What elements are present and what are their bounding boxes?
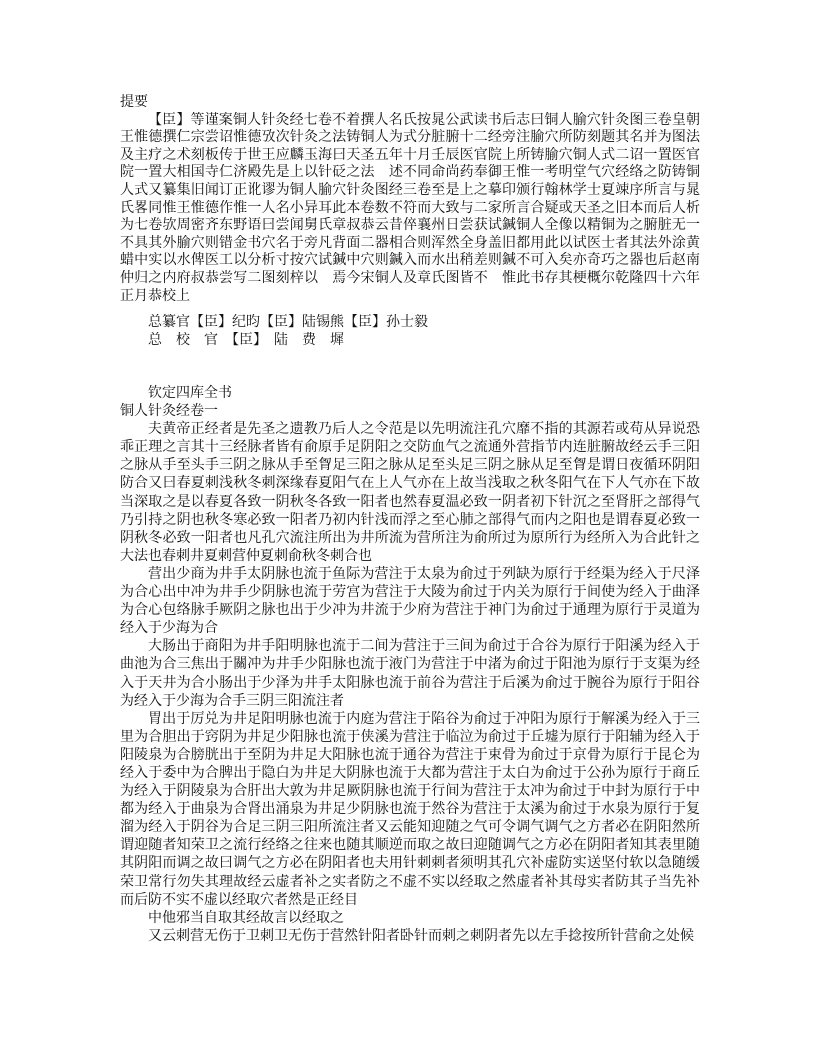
preface-title: 提要 — [120, 94, 148, 110]
text-line: 院一置大相国寺仁济殿先是上以针砭之法 述不同命尚药奉御王惟一考明堂气穴经络之防铸铜 — [120, 164, 700, 181]
paragraph — [120, 420, 700, 565]
text-line: 王惟德撰仁宗尝诏惟德攷次针灸之法铸铜人为式分脏腑十二经旁注腧穴所防刻题其名并为图法 — [120, 129, 700, 146]
text-line: 氏畧同惟王惟德作惟一人名小异耳此本卷数不符而大致与二家所言合疑或天圣之旧本而后人析 — [120, 199, 700, 216]
text-line: 仲归之内府叔恭尝写二图刻梓以 焉今宋铜人及章氏图皆不 惟此书存其梗概尔乾隆四十六年 — [120, 269, 700, 286]
series-title: 钦定四库全书 — [148, 385, 232, 401]
text-line: 又云刺营无伤于卫刺卫无伤于营然针阳者卧针而刺之刺阴者先以左手捻按所针营俞之处候 — [148, 927, 694, 944]
text-line: 阴秋冬必致一阳者也凡孔穴流注所出为井所流为营所注为俞所过为原所行为经所入为合此针之 — [120, 529, 700, 546]
credits-section — [120, 314, 700, 349]
text-line: 及主疗之术刻板传于世王应麟玉海曰天圣五年十月壬辰医官院上所铸腧穴铜人式二诏一置医官 — [120, 146, 700, 163]
credit-line-proofreader: 总 校 官 【臣】 陆 费 墀 — [148, 331, 344, 348]
text-line: 里为合胆出于窍阴为井足少阳脉也流于侠溪为营注于临泣为俞过于丘墟为原行于阳辅为经入于 — [120, 728, 700, 745]
text-line: 曲池为合三焦出于關冲为井手少阳脉也流于液门为营注于中渚为俞过于阳池为原行于支渠为经 — [120, 656, 700, 673]
text-line: 之脉从手至头手三阴之脉从手至胷足三阳之脉从足至头足三阴之脉从足至胷是谓日夜循环阴阳 — [120, 457, 700, 474]
chapter-title: 铜人针灸经卷一 — [120, 403, 218, 420]
text-line: 胃出于厉兑为井足阳明脉也流于内庭为营注于陷谷为俞过于冲阳为原行于解溪为经入于三 — [148, 710, 700, 727]
text-line: 蜡中实以水俾医工以分析寸按穴试鍼中穴则鍼入而水出稍差则鍼不可入矣亦奇巧之器也后赵南 — [120, 252, 700, 269]
text-line: 都为经入于曲泉为合肾出涌泉为井足少阴脉也流于然谷为营注于太溪为俞过于水泉为原行于复 — [120, 801, 700, 818]
text-line: 夫黄帝正经者是先圣之遗教乃后人之令范是以先明流注孔穴靡不指的其源若或苟从异说恐 — [148, 421, 700, 438]
text-line: 溜为经入于阴谷为合足三阴三阳所流注者又云能知迎随之气可令调气调气之方者必在阴阳然所 — [120, 819, 700, 836]
preface-section — [120, 94, 700, 305]
text-line: 中他邪当自取其经故言以经取之 — [148, 909, 344, 926]
text-line: 人式又纂集旧闻订正讹谬为铜人腧穴针灸图经三卷至是上之摹印颁行翰林学士夏竦序所言与晁 — [120, 181, 700, 198]
text-line: 乖正理之言其十三经脉者皆有俞原手足阴阳之交防血气之流通外营指节内连脏腑故经云手三阳 — [120, 439, 700, 456]
text-line: 经入于少海为合 — [120, 620, 218, 637]
paragraph — [120, 565, 700, 637]
text-line: 正月恭校上 — [120, 287, 190, 304]
text-line: 阳陵泉为合膀胱出于至阴为井足大阳脉也流于通谷为营注于束骨为俞过于京骨为原行于昆仑为 — [120, 746, 700, 763]
preface-paragraph — [120, 112, 700, 306]
text-line: 防合又曰春夏刺浅秋冬刺深缘春夏阳气在上人气亦在上故当浅取之秋冬阳气在下人气亦在下故 — [120, 475, 700, 492]
paragraph — [120, 710, 700, 909]
text-line: 【臣】等谨案铜人针灸经七卷不着撰人名氏按晁公武读书后志曰铜人腧穴针灸图三卷皇朝 — [148, 111, 700, 128]
text-line: 经入于委中为合脾出于隐白为井足大阴脉也流于大都为营注于太白为俞过于公孙为原行于商丘 — [120, 764, 700, 781]
text-line: 荣卫常行勿失其理故经云虚者补之实者防之不虚不实以经取之然虚者补其母实者防其子当先补 — [120, 873, 700, 890]
text-line: 为经入于少海为合手三阴三阳流注者 — [120, 692, 344, 709]
volume-section — [120, 384, 700, 945]
paragraph — [120, 909, 700, 927]
text-line: 为合心包络脉手厥阴之脉也出于少冲为井流于少府为营注于神门为俞过于通理为原行于灵道为 — [120, 602, 700, 619]
text-line: 入于天井为合小肠出于少泽为井手太阳脉也流于前谷为营注于后溪为俞过于腕谷为原行于阳谷 — [120, 674, 700, 691]
text-line: 大肠出于商阳为井手阳明脉也流于二间为营注于三间为俞过于合谷为原行于阳溪为经入于 — [148, 638, 700, 655]
text-line: 乃引持之阴也秋冬寒必致一阳者乃初内针浅而浮之至心肺之部得气而内之阳也是谓春夏必致一 — [120, 511, 700, 528]
credit-line-compilers: 总纂官【臣】纪昀【臣】陆锡熊【臣】孙士毅 — [148, 314, 428, 330]
paragraph — [120, 637, 700, 709]
text-line: 不具其外腧穴则错金书穴名于旁凡背面二器相合则浑然全身盖旧都用此以试医士者其法外涂黄 — [120, 234, 700, 251]
text-line: 而后防不实不虚以经取穴者然是正经目 — [120, 891, 358, 908]
volume-body — [120, 420, 700, 945]
text-line: 为合心出中冲为井手少阴脉也流于劳宫为营注于大陵为俞过于内关为原行于间使为经入于曲泽 — [120, 584, 700, 601]
text-line: 谓迎随者知荣卫之流行经络之往来也随其顺逆而取之故曰迎随调气之方必在阴阳者知其表里随 — [120, 837, 700, 854]
text-line: 营出少商为井手太阴脉也流于鱼际为营注于太泉为俞过于列缺为原行于经渠为经入于尺泽 — [148, 565, 700, 582]
text-line: 为经入于阴陵泉为合肝出大敦为井足厥阴脉也流于行间为营注于太冲为俞过于中封为原行于中 — [120, 783, 700, 800]
text-line: 为七卷欤周密齐东野语曰尝闻舅氏章叔恭云昔倅襄州日尝获试鍼铜人全像以精铜为之腑脏无一 — [120, 217, 700, 234]
paragraph — [120, 927, 700, 945]
text-line: 大法也春刺井夏刺营仲夏刺俞秋冬刺合也 — [120, 547, 372, 564]
text-line: 其阴阳而调之故曰调气之方必在阴阳者也夫用针刺刺者须明其孔穴补虚防实送坚付软以急随缓 — [120, 855, 700, 872]
text-line: 当深取之是以春夏各致一阴秋冬各致一阳者也然春夏温必致一阴者初下针沉之至肾肝之部得气 — [120, 493, 700, 510]
